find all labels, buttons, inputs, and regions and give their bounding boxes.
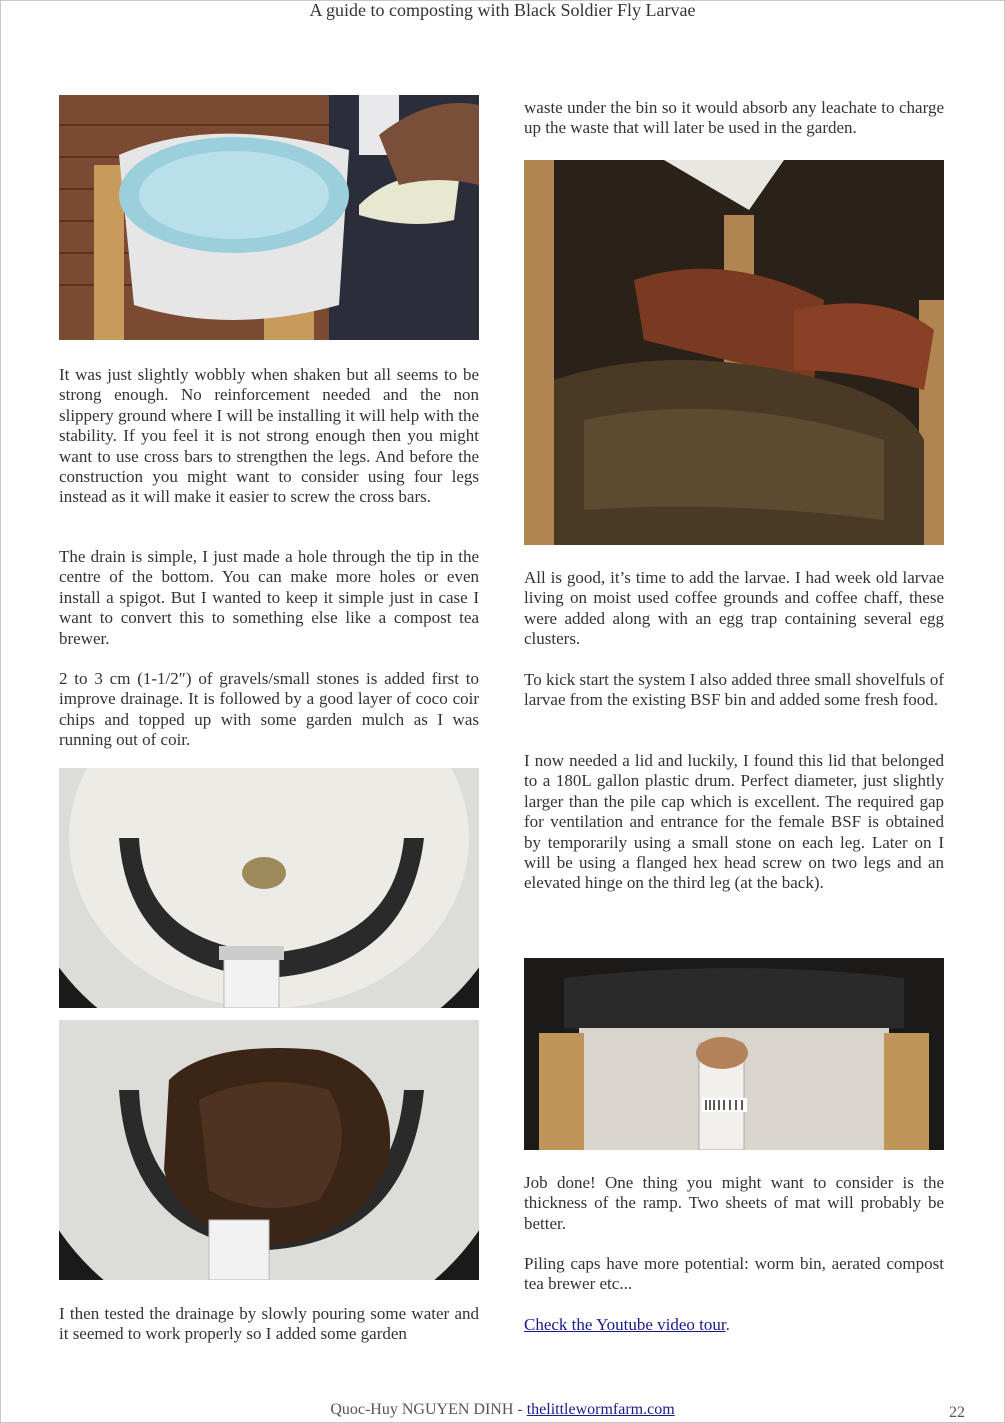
photo-garden-waste-under-bin <box>524 160 944 545</box>
photo-bin-with-lid <box>524 958 944 1150</box>
right-paragraph-2: All is good, it’s time to add the larvae. I had week old larvae living on moist used coffee grounds and coffee chaff, these were added along with an egg trap containing several egg clusters. <box>524 568 944 649</box>
video-link-line <box>524 1315 944 1335</box>
right-paragraph-5: Job done! One thing you might want to consider is the thickness of the ramp. Two sheets of mat will probably be better. <box>524 1173 944 1233</box>
photo-bin-coir <box>59 1020 479 1280</box>
right-paragraph-6: Piling caps have more potential: worm bin, aerated compost tea brewer etc... <box>524 1254 944 1294</box>
right-paragraph-1: waste under the bin so it would absorb any leachate to charge up the waste that will later be used in the garden. <box>524 98 944 138</box>
footer-author: Quoc-Huy NGUYEN DINH - <box>330 1401 527 1418</box>
left-paragraph-3: 2 to 3 cm (1-1/2″) of gravels/small stones is added first to improve drainage. It is followed by a good layer of coco coir chips and topped up with some garden mulch as I was running out of coir. <box>59 669 479 750</box>
left-paragraph-1: It was just slightly wobbly when shaken but all seems to be strong enough. No reinforcement needed and the non slippery ground where I will be installing it will help with the stability. If you feel it is not strong enough then you might want to use cross bars to strengthen the legs. And before the construction you might want to consider using four legs instead as it will make it easier to screw the cross bars. <box>59 365 479 507</box>
photo-bin-water-test <box>59 95 479 340</box>
left-paragraph-4: I then tested the drainage by slowly pouring some water and it seemed to work properly so I added some garden <box>59 1304 479 1344</box>
link-suffix: . <box>725 1315 730 1334</box>
page-number: 22 <box>949 1404 965 1421</box>
right-paragraph-3: To kick start the system I also added three small shovelfuls of larvae from the existing BSF bin and added some fresh food. <box>524 670 944 710</box>
youtube-video-link[interactable]: Check the Youtube video tour <box>524 1315 726 1334</box>
page-header: A guide to composting with Black Soldier Fly Larvae <box>309 0 696 20</box>
footer-site-link[interactable]: thelittlewormfarm.com <box>526 1401 675 1418</box>
page-footer <box>0 1401 1005 1419</box>
right-paragraph-4: I now needed a lid and luckily, I found this lid that belonged to a 180L gallon plastic drum. Perfect diameter, just slightly larger than the pile cap which is excellent. The required gap for ventilation and entrance for the female BSF is obtained by temporarily using a small stone on each leg. Later on I will be using a flanged hex head screw on two legs and an elevated hinge on the third leg (at the back). <box>524 751 944 893</box>
photo-bin-gravel <box>59 768 479 1008</box>
left-paragraph-2: The drain is simple, I just made a hole through the tip in the centre of the bottom. You can make more holes or even install a spigot. But I wanted to keep it simple just in case I want to convert this to something else like a compost tea brewer. <box>59 547 479 648</box>
